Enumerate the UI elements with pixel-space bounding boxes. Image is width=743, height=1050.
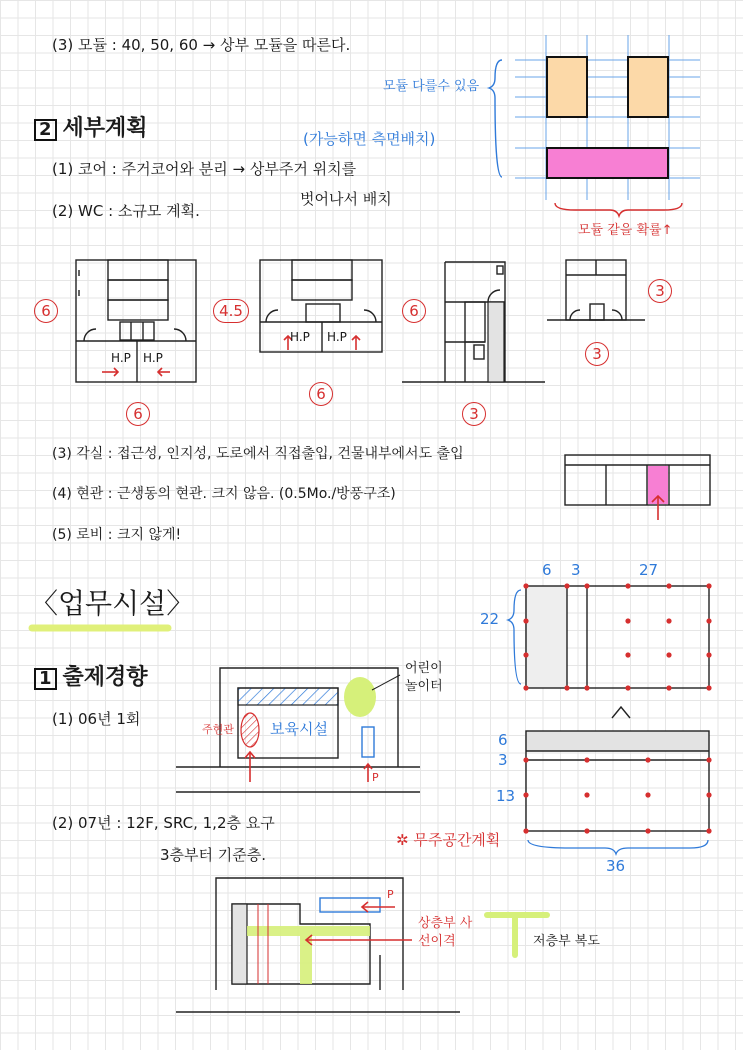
dim-22-side: 22	[480, 610, 500, 628]
office-heading-text: 출제경향	[62, 665, 148, 690]
dim-circle-6b: 6	[126, 402, 150, 426]
playground-label: 어린이 놀이터	[405, 661, 443, 695]
core-line-2: 벗어나서 배치	[300, 190, 392, 208]
parking-label-2: P	[387, 888, 394, 901]
column-free-text: 무주공간계획	[413, 831, 501, 849]
hp-label-2: H.P	[143, 351, 163, 365]
line-07b: 3층부터 기준층.	[160, 846, 267, 864]
entrance-line: (4) 현관 : 근생동의 현관. 크지 않음. (0.5Mo./방풍구조)	[52, 486, 396, 502]
parking-label-1: P	[372, 771, 379, 784]
dim-6-top: 6	[542, 561, 552, 579]
main-entrance-label: 주현관	[202, 723, 234, 736]
dim-27-top: 27	[639, 561, 659, 579]
care-facility-label: 보육시설	[270, 720, 328, 738]
dim-circle-6c: 6	[309, 382, 333, 406]
grid-label: 모듈 다를수 있음	[383, 79, 480, 94]
lower-corridor-note: 저층부 복도	[533, 934, 600, 949]
heading-text: 세부계획	[62, 116, 148, 141]
column-free-note: ✲ 무주공간계획	[396, 831, 501, 849]
wc-line: (2) WC : 소규모 계획.	[52, 202, 200, 220]
hp-label-3: H.P	[290, 330, 310, 344]
section-6: 6	[498, 731, 508, 749]
dim-36-bottom: 36	[606, 857, 626, 875]
office-heading-number: 1	[34, 668, 57, 690]
dim-circle-3b: 3	[648, 279, 672, 303]
core-line: (1) 코어 : 주거코어와 분리 → 상부주거 위치를	[52, 160, 357, 178]
dim-circle-6a: 6	[34, 299, 58, 323]
section-13: 13	[496, 787, 516, 805]
heading-number: 2	[34, 119, 57, 141]
dim-circle-3c: 3	[585, 342, 609, 366]
side-note: (가능하면 측면배치)	[303, 130, 436, 148]
dim-circle-6d: 6	[402, 299, 426, 323]
dim-circle-3a: 3	[462, 402, 486, 426]
room-line: (3) 각실 : 접근성, 인지성, 도로에서 직접출입, 건물내부에서도 출입	[52, 446, 464, 462]
dim-circle-45: 4.5	[213, 299, 249, 323]
grid-caption: 모듈 같을 확률↑	[578, 223, 673, 238]
section-3: 3	[498, 751, 508, 769]
module-line: (3) 모듈 : 40, 50, 60 → 상부 모듈을 따른다.	[52, 36, 351, 54]
line-07: (2) 07년 : 12F, SRC, 1,2층 요구	[52, 814, 275, 832]
upper-separation-note: 상층부 사선이격	[418, 916, 473, 950]
hp-label-4: H.P	[327, 330, 347, 344]
dim-3-top: 3	[571, 561, 581, 579]
office-title: 〈업무시설〉	[30, 587, 195, 620]
hp-label-1: H.P	[111, 351, 131, 365]
line-06: (1) 06년 1회	[52, 710, 141, 728]
lobby-line: (5) 로비 : 크지 않게!	[52, 527, 182, 543]
